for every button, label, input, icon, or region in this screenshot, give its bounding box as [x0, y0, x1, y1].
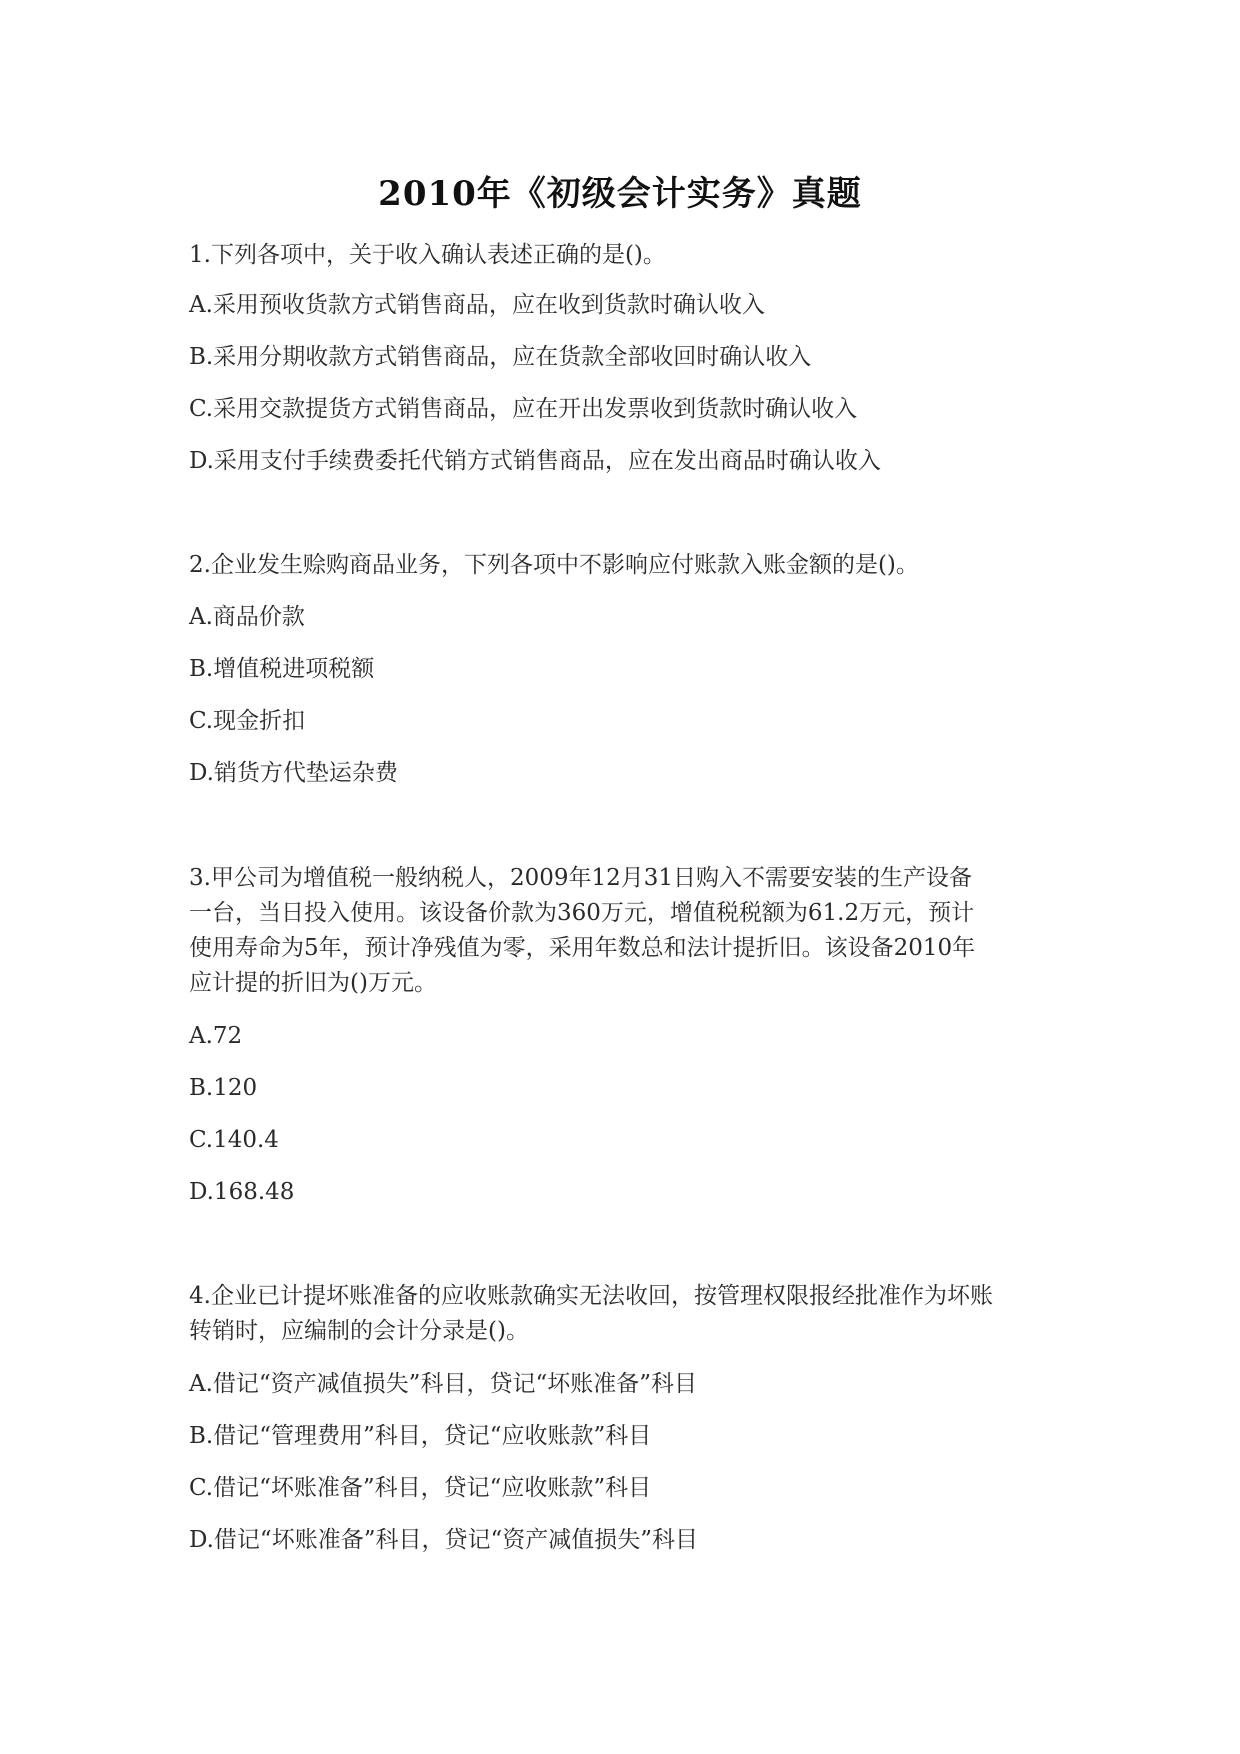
question-4-option-b: B.借记“管理费用”科目，贷记“应收账款”科目	[189, 1423, 652, 1449]
question-2-option-d: D.销货方代垫运杂费	[189, 760, 398, 786]
document-title: 2010年《初级会计实务》真题	[378, 174, 862, 214]
question-1-option-a: A.采用预收货款方式销售商品，应在收到货款时确认收入	[189, 292, 765, 318]
question-4-option-c: C.借记“坏账准备”科目，贷记“应收账款”科目	[189, 1475, 652, 1501]
question-2-option-b: B.增值税进项税额	[189, 656, 375, 682]
question-2-option-c: C.现金折扣	[189, 708, 306, 734]
question-3-option-b: B.120	[189, 1075, 258, 1101]
question-3-option-a: A.72	[189, 1023, 243, 1049]
question-4-stem-line-2: 转销时，应编制的会计分录是()。	[189, 1318, 529, 1344]
question-2-option-a: A.商品价款	[189, 604, 305, 630]
question-1-option-b: B.采用分期收款方式销售商品，应在货款全部收回时确认收入	[189, 344, 812, 370]
question-1-option-c: C.采用交款提货方式销售商品，应在开出发票收到货款时确认收入	[189, 396, 858, 422]
question-3-option-c: C.140.4	[189, 1127, 279, 1153]
question-4-option-d: D.借记“坏账准备”科目，贷记“资产减值损失”科目	[189, 1527, 698, 1553]
question-4-stem-line-1: 4.企业已计提坏账准备的应收账款确实无法收回，按管理权限报经批准作为坏账	[189, 1283, 993, 1309]
question-2-stem: 2.企业发生赊购商品业务，下列各项中不影响应付账款入账金额的是()。	[189, 552, 919, 578]
question-3-stem-line-4: 应计提的折旧为()万元。	[189, 970, 437, 996]
question-1-option-d: D.采用支付手续费委托代销方式销售商品，应在发出商品时确认收入	[189, 448, 881, 474]
question-3-stem-line-3: 使用寿命为5年，预计净残值为零，采用年数总和法计提折旧。该设备2010年	[189, 935, 976, 961]
question-3-stem-line-2: 一台，当日投入使用。该设备价款为360万元，增值税税额为61.2万元，预计	[189, 900, 975, 926]
question-3-stem-line-1: 3.甲公司为增值税一般纳税人，2009年12月31日购入不需要安装的生产设备	[189, 865, 973, 891]
question-4-option-a: A.借记“资产减值损失”科目，贷记“坏账准备”科目	[189, 1371, 697, 1397]
question-1-stem: 1.下列各项中，关于收入确认表述正确的是()。	[189, 242, 666, 268]
question-3-option-d: D.168.48	[189, 1179, 295, 1205]
